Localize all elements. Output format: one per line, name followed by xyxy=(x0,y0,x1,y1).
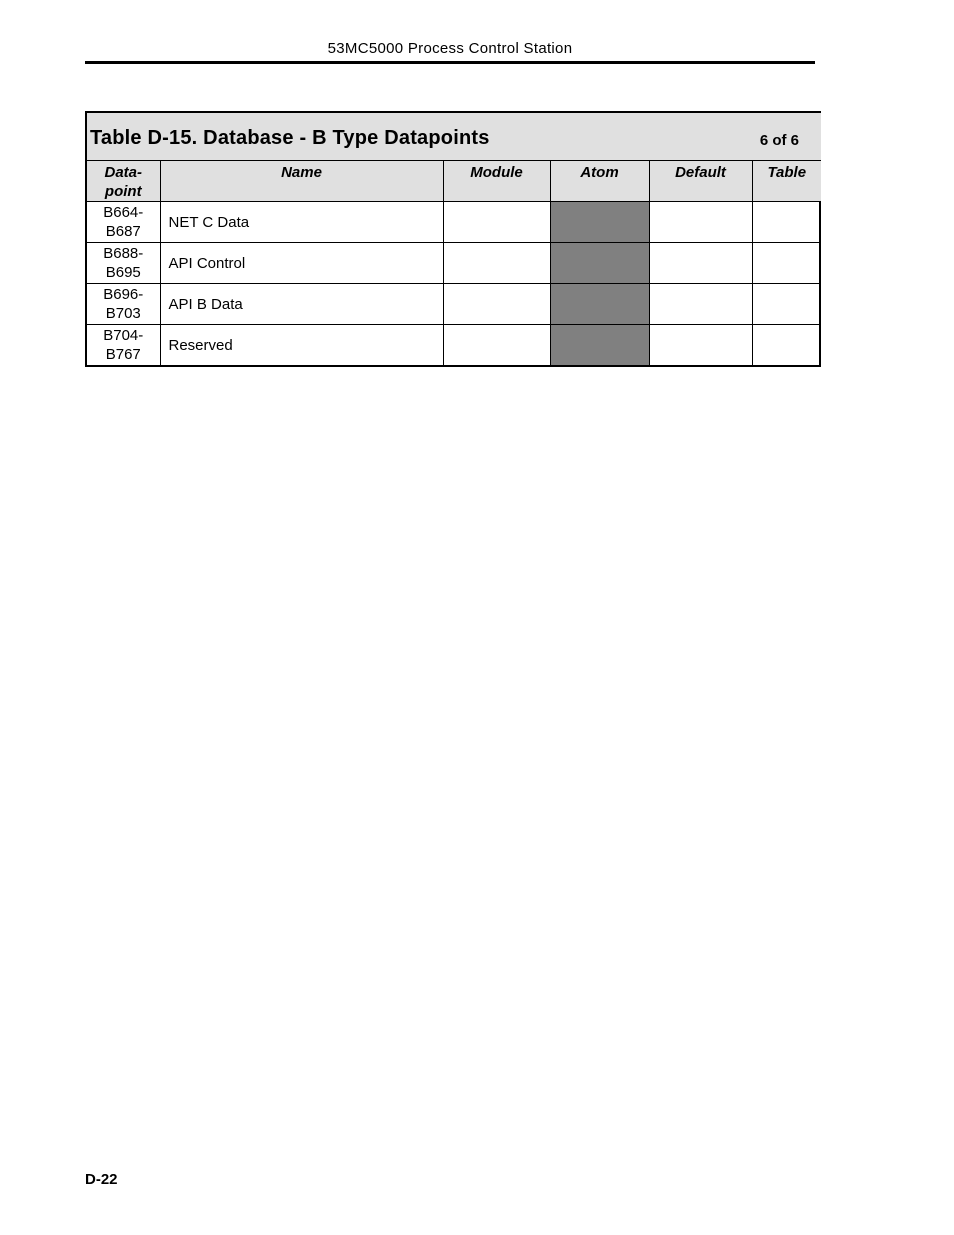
default-cell xyxy=(649,325,752,366)
datapoint-cell: B664- B687 xyxy=(87,202,160,243)
column-header-name: Name xyxy=(160,161,443,202)
name-cell: Reserved xyxy=(160,325,443,366)
column-header-table: Table xyxy=(752,161,821,202)
default-cell xyxy=(649,202,752,243)
header-rule xyxy=(85,61,815,64)
datapoint-cell: B704- B767 xyxy=(87,325,160,366)
table-row xyxy=(87,325,821,366)
atom-cell xyxy=(550,202,649,243)
column-header-default: Default xyxy=(649,161,752,202)
atom-cell xyxy=(550,284,649,325)
default-cell xyxy=(649,284,752,325)
module-cell xyxy=(443,202,550,243)
column-header-atom: Atom xyxy=(550,161,649,202)
atom-cell xyxy=(550,325,649,366)
datapoint-cell: B688- B695 xyxy=(87,243,160,284)
table-title-bar xyxy=(87,113,821,161)
table-row xyxy=(87,284,821,325)
table-page-indicator: 6 of 6 xyxy=(759,132,799,149)
name-cell: API Control xyxy=(160,243,443,284)
table-row xyxy=(87,243,821,284)
table-cell xyxy=(752,202,821,243)
running-header: 53MC5000 Process Control Station xyxy=(327,40,573,57)
table-cell xyxy=(752,243,821,284)
column-header-module: Module xyxy=(443,161,550,202)
module-cell xyxy=(443,284,550,325)
atom-cell xyxy=(550,243,649,284)
table-title: Table D-15. Database - B Type Datapoints xyxy=(90,127,490,149)
default-cell xyxy=(649,243,752,284)
page-number: D-22 xyxy=(85,1171,118,1188)
datapoint-cell: B696- B703 xyxy=(87,284,160,325)
name-cell: API B Data xyxy=(160,284,443,325)
table-row xyxy=(87,202,821,243)
table-cell xyxy=(752,284,821,325)
column-header-datapoint: Data- point xyxy=(87,161,160,202)
module-cell xyxy=(443,243,550,284)
datapoints-table xyxy=(85,111,821,367)
module-cell xyxy=(443,325,550,366)
table-cell xyxy=(752,325,821,366)
name-cell: NET C Data xyxy=(160,202,443,243)
